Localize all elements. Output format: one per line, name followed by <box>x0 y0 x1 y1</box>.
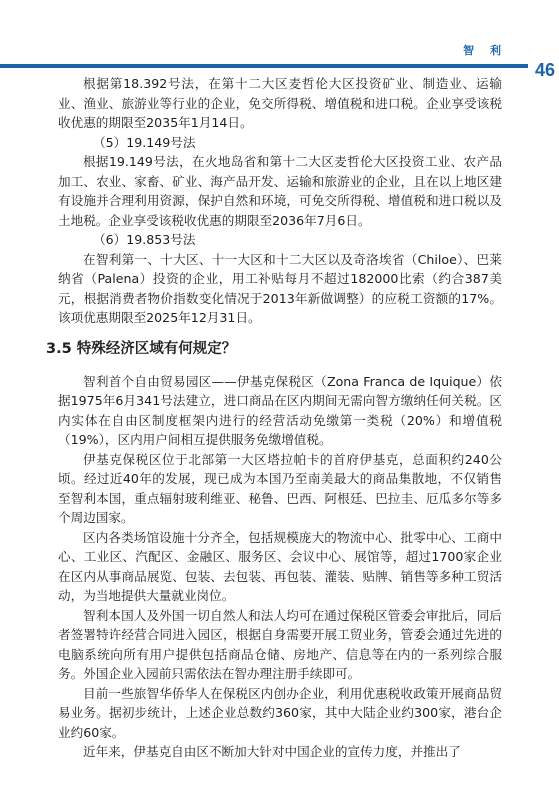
paragraph-zone-location: 伊基克保税区位于北部第一大区塔拉帕卡的首府伊基克，总面积约240公顷。经过近40年的发展，现已成为本国乃至南美最大的商品集散地，不仅销售至智利本国，重点辐射玻利维亚、秘鲁、巴西、阿根廷、巴拉圭、厄瓜多尔等多个周边国家。 <box>58 451 502 525</box>
paragraph-free-trade-zone-intro: 智利首个自由贸易园区——伊基克保税区（Zona Franca de Iquique）依据1975年6月341号法建立，进口商品在区内期间无需向智方缴纳任何关税。区内实体在自由区制度框架内进行的经营活动免缴第一类税（20%）和增值税（19%），区内用户间相互提供服务免缴增值税。 <box>58 373 502 447</box>
paragraph-law-19853: 在智利第一、十大区、十一大区和十二大区以及奇洛埃省（Chiloe）、巴莱纳省（Palena）投资的企业，用工补贴每月不超过182000比索（约合387美元，根据消费者物价指数变化情况于2013年新做调整）的应税工资额的17%。该项优惠期限至2025年12月31日。 <box>58 251 502 325</box>
paragraph-zone-access: 智利本国人及外国一切自然人和法人均可在通过保税区管委会审批后，同后者签署特许经营合同进入园区，根据自身需要开展工贸业务，管委会通过先进的电脑系统向所有用户提供包括商品仓储、房地产、信息等在内的一系列综合服务。外国企业入园前只需依法在智办理注册手续即可。 <box>58 607 502 681</box>
page-body <box>46 74 502 762</box>
paragraph-promotion: 近年来，伊基克自由区不断加大针对中国企业的宣传力度，并推出了 <box>83 744 461 759</box>
header-rule <box>0 64 528 68</box>
section-title-special-economic-zones: 3.5 特殊经济区域有何规定？ <box>46 340 237 357</box>
running-header-chapter: 智 利 <box>463 44 507 57</box>
paragraph-law-19149: 根据19.149号法，在火地岛省和第十二大区麦哲伦大区投资工业、农产品加工、农业、家畜、矿业、海产品开发、运输和旅游业的企业，且在以上地区建有设施并合理利用资源，保护自然和环境，可免交所得税、增值税和进口税以及土地税。企业享受该税收优惠的期限至2036年7月6日。 <box>58 154 502 228</box>
subheading-law-19149: （5）19.149号法 <box>93 134 196 150</box>
paragraph-chinese-enterprises: 目前一些旅智华侨华人在保税区内创办企业，利用优惠税收政策开展商品贸易业务。据初步统计，上述企业总数约360家，其中大陆企业约300家，港台企业约60家。 <box>58 685 502 740</box>
page-number: 46 <box>534 60 555 80</box>
subheading-law-19853: （6）19.853号法 <box>93 232 196 247</box>
paragraph-law-18392: 根据第18.392号法，在第十二大区麦哲伦大区投资矿业、制造业、运输业、渔业、旅游业等行业的企业，免交所得税、增值税和进口税。企业享受该税收优惠的期限至2035年1月14日。 <box>58 76 502 130</box>
paragraph-zone-facilities: 区内各类场馆设施十分齐全，包括规模庞大的物流中心、批零中心、工商中心、工业区、汽配区、金融区、服务区、会议中心、展馆等，超过1700家企业在区内从事商品展览、包装、去包装、再包装、灌装、贴牌、销售等多种工贸活动，为当地提供大量就业岗位。 <box>58 529 502 603</box>
